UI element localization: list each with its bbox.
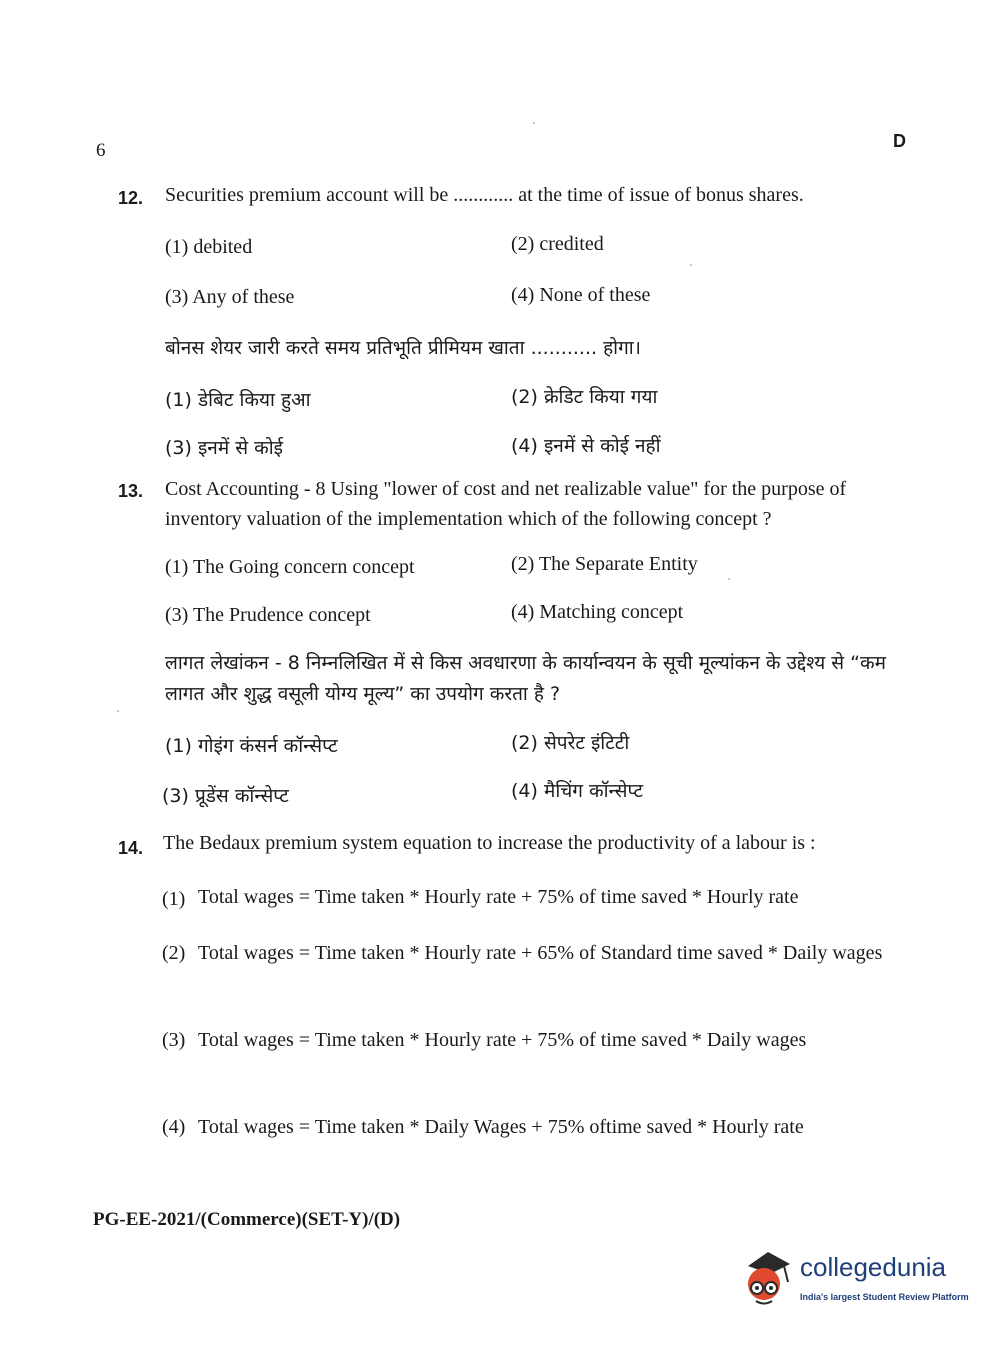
option-hi: (3) प्रूडेंस कॉन्सेप्ट <box>162 785 289 807</box>
brand-name: collegedunia <box>800 1252 947 1282</box>
question-text-hi: बोनस शेयर जारी करते समय प्रतिभूति प्रीमियम खाता ........... होगा। <box>165 337 641 359</box>
option-hi: (1) डेबिट किया हुआ <box>165 389 311 411</box>
option-number: (1) <box>162 888 186 910</box>
option-hi: (4) मैचिंग कॉन्सेप्ट <box>511 780 644 802</box>
brand-tagline: India's largest Student Review Platform <box>800 1292 969 1302</box>
mascot-icon <box>738 1248 798 1310</box>
option-en: (4) None of these <box>511 284 651 306</box>
paper-code-footer: PG-EE-2021/(Commerce)(SET-Y)/(D) <box>93 1209 401 1230</box>
question-number: 13. <box>118 481 144 501</box>
option-en: (2) The Separate Entity <box>511 553 698 575</box>
option-number: (2) <box>162 942 186 964</box>
question-text-en: Cost Accounting - 8 Using "lower of cost and net realizable value" for the purpose of inventory valuation of the implementation which of the following concept ? <box>165 478 847 530</box>
collegedunia-watermark <box>738 1248 968 1310</box>
option-hi: (2) क्रेडिट किया गया <box>511 386 658 408</box>
option-en: Total wages = Time taken * Hourly rate + 65% of Standard time saved * Daily wages <box>198 942 883 964</box>
option-en: (1) debited <box>165 236 253 258</box>
set-label: D <box>893 131 906 151</box>
option-en: (1) The Going concern concept <box>165 556 415 578</box>
option-hi: (2) सेपरेट इंटिटी <box>511 732 630 754</box>
scan-speck <box>690 264 692 266</box>
option-en: Total wages = Time taken * Daily Wages + 75% oftime saved * Hourly rate <box>198 1116 804 1138</box>
question-text-hi: लागत लेखांकन - 8 निम्नलिखित में से किस अवधारणा के कार्यान्वयन के सूची मूल्यांकन के उद्देश्य से “कम लागत और शुद्ध वसूली योग्य मूल्य” का उपयोग करता है ? <box>165 652 886 705</box>
option-number: (3) <box>162 1029 186 1051</box>
option-en: Total wages = Time taken * Hourly rate + 75% of time saved * Daily wages <box>198 1029 807 1051</box>
option-en: (3) The Prudence concept <box>165 604 371 626</box>
option-number: (4) <box>162 1116 186 1138</box>
scan-speck <box>533 122 535 124</box>
question-text-en: The Bedaux premium system equation to increase the productivity of a labour is : <box>163 832 816 854</box>
option-hi: (4) इनमें से कोई नहीं <box>511 435 661 457</box>
question-number: 12. <box>118 188 144 208</box>
question-number: 14. <box>118 838 144 858</box>
option-en: (2) credited <box>511 233 604 255</box>
page-number: 6 <box>96 140 106 161</box>
option-hi: (1) गोइंग कंसर्न कॉन्सेप्ट <box>165 735 338 757</box>
scan-speck <box>728 578 730 580</box>
option-hi: (3) इनमें से कोई <box>165 437 283 459</box>
question-text-en: Securities premium account will be ............ at the time of issue of bonus shares. <box>165 184 804 206</box>
scan-speck <box>117 710 119 712</box>
option-en: (3) Any of these <box>165 286 295 308</box>
option-en: (4) Matching concept <box>511 601 684 623</box>
option-en: Total wages = Time taken * Hourly rate + 75% of time saved * Hourly rate <box>198 886 799 908</box>
